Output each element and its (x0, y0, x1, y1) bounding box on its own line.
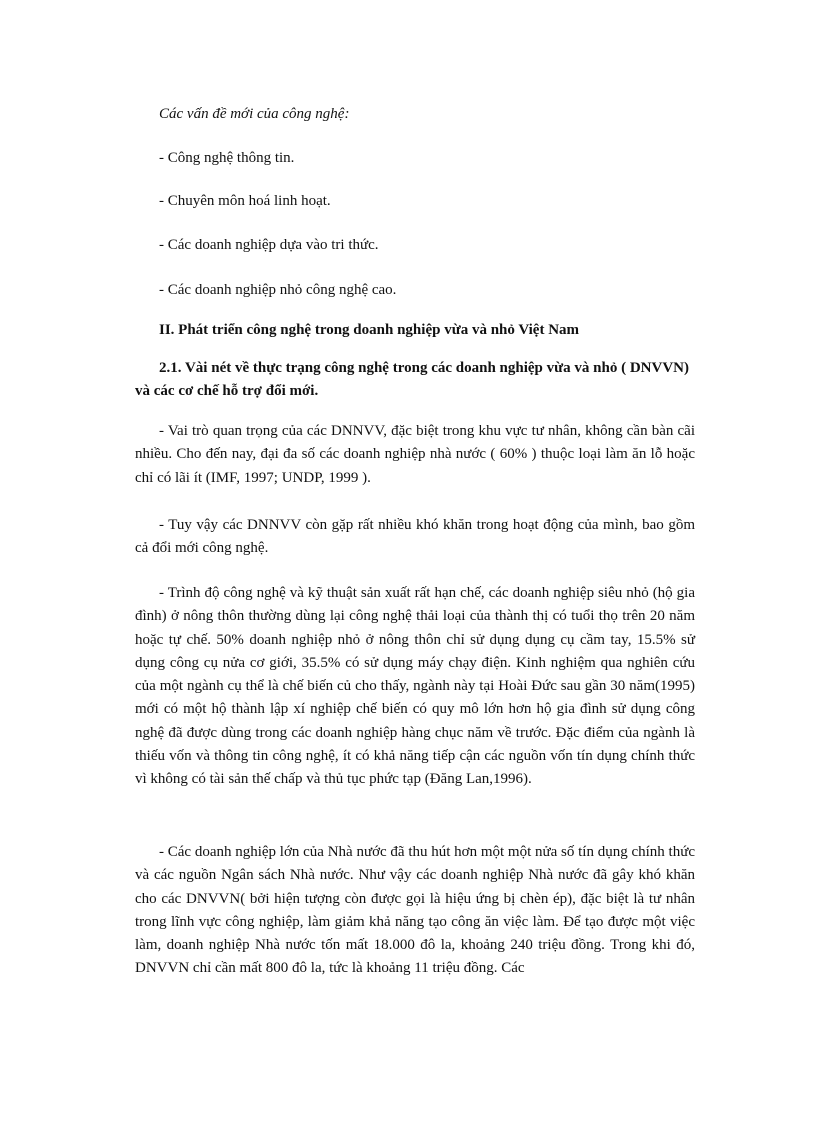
body-paragraph: - Tuy vậy các DNNVV còn gặp rất nhiều khó khăn trong hoạt động của mình, bao gồm cả đổi mới công nghệ. (135, 517, 695, 557)
body-paragraph: - Trình độ công nghệ và kỹ thuật sản xuất rất hạn chế, các doanh nghiệp siêu nhỏ (hộ gia đình) ở nông thôn thường dùng lại công nghệ thải loại của thành thị có tuổi thọ trên 20 năm hoặc tự chế. 50% doanh nghiệp nhỏ ở nông thôn chỉ sử dụng dụng cụ cầm tay, 15.5% sử dụng công cụ nửa cơ giới, 35.5% có sử dụng máy chạy điện. Kinh nghiệm qua nghiên cứu của một ngành cụ thể là chế biến củ cho thấy, ngành này tại Hoài Đức sau gần 30 năm(1995) mới có một hộ thành lập xí nghiệp chế biến có quy mô lớn hơn hộ gia đình sử dụng công nghệ đã được dùng trong các doanh nghiệp hàng chục năm về trước. Đặc điểm của ngành là thiếu vốn và thông tin công nghệ, ít có khả năng tiếp cận các nguồn vốn tín dụng chính thức vì không có tài sản thế chấp và thủ tục phức tạp (Đăng Lan,1996). (135, 585, 695, 788)
body-paragraph: - Vai trò quan trọng của các DNNVV, đặc biệt trong khu vực tư nhân, không cần bàn cãi nhiều. Cho đến nay, đại đa số các doanh nghiệp nhà nước ( 60% ) thuộc loại làm ăn lỗ hoặc chỉ có lãi ít (IMF, 1997; UNDP, 1999 ). (135, 423, 695, 486)
bullet-item: - Các doanh nghiệp nhỏ công nghệ cao. (159, 282, 397, 298)
subtitle-new-issues: Các vấn đề mới của công nghệ: (159, 106, 350, 122)
bullet-item: - Chuyên môn hoá linh hoạt. (159, 193, 331, 209)
subsection-heading: 2.1. Vài nét về thực trạng công nghệ trong các doanh nghiệp vừa và nhỏ ( DNVVN) và các cơ chế hỗ trợ đổi mới. (135, 360, 689, 399)
bullet-item: - Công nghệ thông tin. (159, 150, 295, 166)
body-paragraph: - Các doanh nghiệp lớn của Nhà nước đã thu hút hơn một một nửa số tín dụng chính thức và các nguồn Ngân sách Nhà nước. Như vậy các doanh nghiệp Nhà nước đã gây khó khăn cho các DNVVN( bởi hiện tượng còn được gọi là hiệu ứng bị chèn ép), đặc biệt là tư nhân trong lĩnh vực công nghiệp, làm giảm khả năng tạo công ăn việc làm. Để tạo được một việc làm, doanh nghiệp Nhà nước tốn mất 18.000 đô la, khoảng 240 triệu đồng. Trong khi đó, DNVVN chỉ cần mất 800 đô la, tức là khoảng 11 triệu đồng. Các (135, 844, 696, 977)
bullet-item: - Các doanh nghiệp dựa vào tri thức. (159, 237, 379, 253)
section-heading: II. Phát triển công nghệ trong doanh nghiệp vừa và nhỏ Việt Nam (159, 322, 580, 338)
